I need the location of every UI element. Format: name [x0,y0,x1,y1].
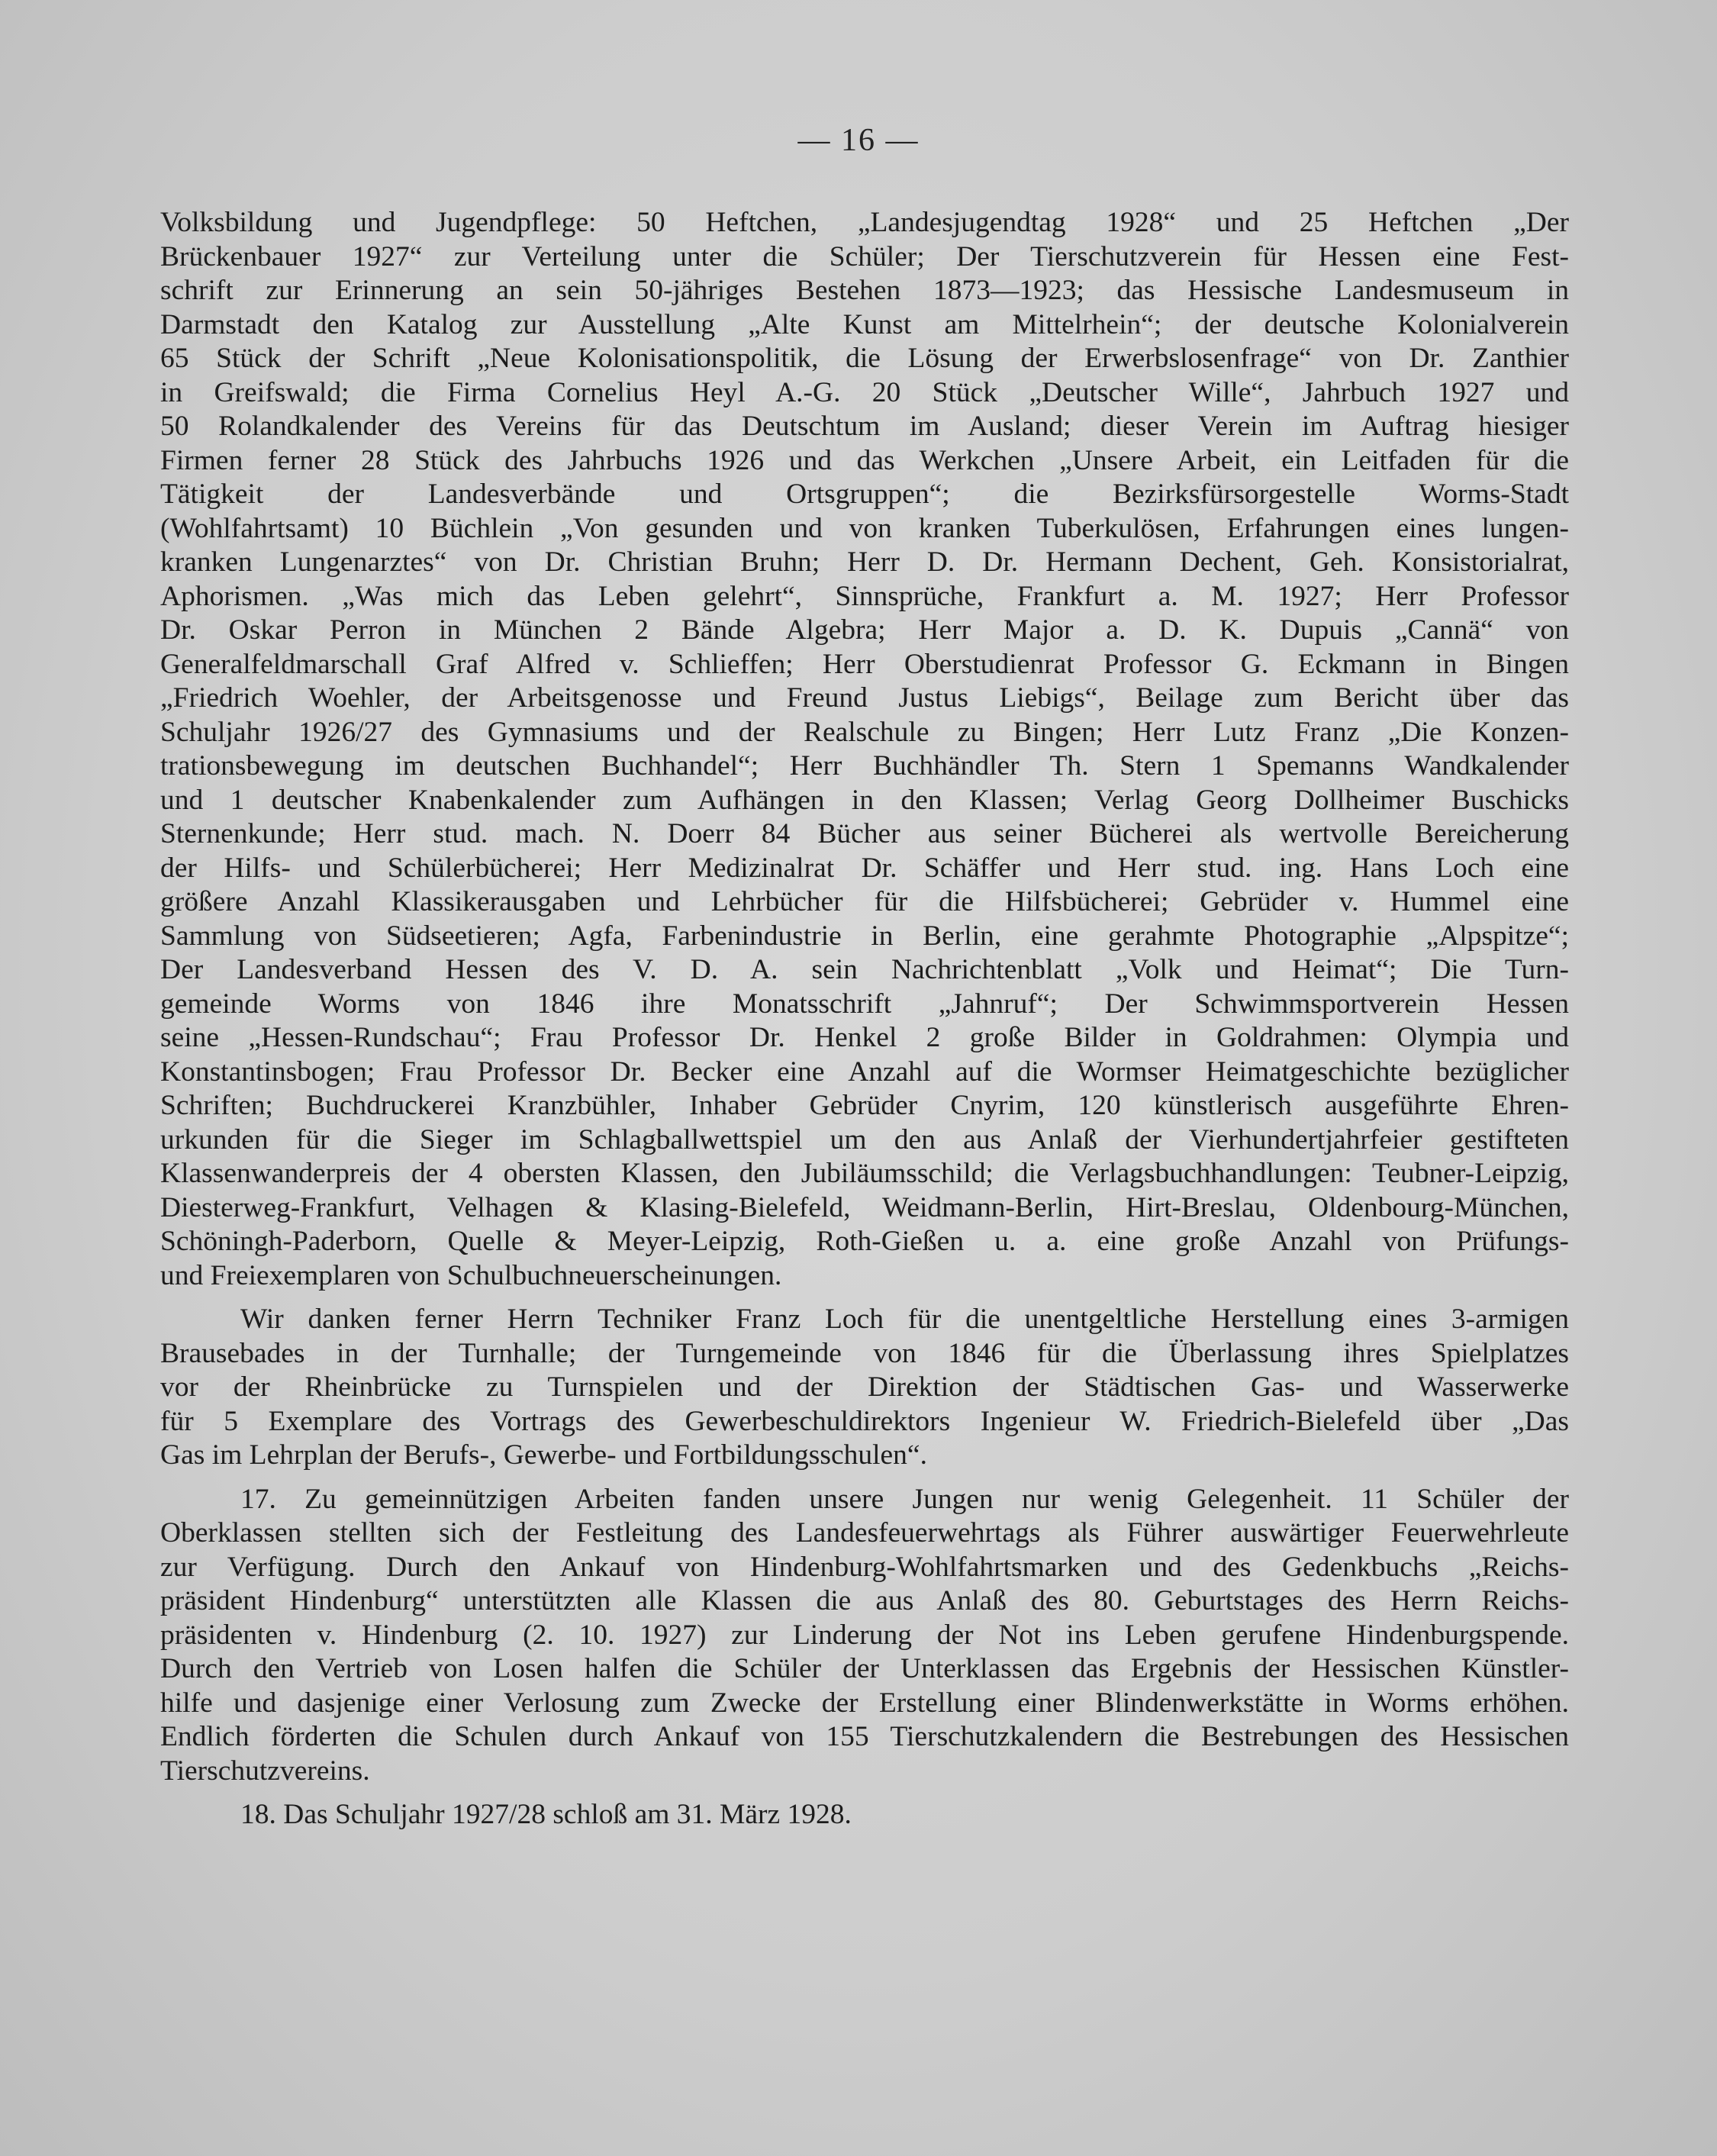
text-line: „Friedrich Woehler, der Arbeitsgenosse und Freund Justus Liebigs“, Beilage zum Bericht über das [160,682,1569,714]
text-line: präsident Hindenburg“ unterstützten alle Klassen die aus Anlaß des 80. Geburtstages des Herrn Reichs- [160,1585,1569,1616]
text-line: der Hilfs- und Schülerbücherei; Herr Medizinalrat Dr. Schäffer und Herr stud. ing. Hans Loch eine [160,852,1569,884]
text-line: Firmen ferner 28 Stück des Jahrbuchs 1926 und das Werkchen „Unsere Arbeit, ein Leitfaden für die [160,444,1569,476]
text-line: und Freiexemplaren von Schulbuchneuerscheinungen. [160,1259,782,1291]
text-line: Schöningh-Paderborn, Quelle & Meyer-Leipzig, Roth-Gießen u. a. eine große Anzahl von Prüfungs- [160,1226,1569,1257]
text-line: Tierschutzvereins. [160,1755,370,1787]
text-line: Dr. Oskar Perron in München 2 Bände Algebra; Herr Major a. D. K. Dupuis „Cannä“ von [160,614,1569,646]
text-line: Endlich förderten die Schulen durch Ankauf von 155 Tierschutzkalendern die Bestrebungen des Hessischen [160,1721,1569,1752]
paragraph-18 [160,1798,1569,1832]
text-line: gemeinde Worms von 1846 ihre Monatsschrift „Jahnruf“; Der Schwimmsportverein Hessen [160,988,1569,1020]
text-line: Sternenkunde; Herr stud. mach. N. Doerr 84 Bücher aus seiner Bücherei als wertvolle Bereicherung [160,818,1569,849]
text-line: Generalfeldmarschall Graf Alfred v. Schlieffen; Herr Oberstudienrat Professor G. Eckmann in Bingen [160,648,1569,680]
text-line: Konstantinsbogen; Frau Professor Dr. Becker eine Anzahl auf die Wormser Heimatgeschichte bezüglicher [160,1055,1569,1088]
body-text [160,206,1569,1832]
text-line: größere Anzahl Klassikerausgaben und Lehrbücher für die Hilfsbücherei; Gebrüder v. Hummel eine [160,886,1569,917]
text-line: (Wohlfahrtsamt) 10 Büchlein „Von gesunden und von kranken Tuberkulösen, Erfahrungen eines lungen- [160,512,1569,544]
text-line: für 5 Exemplare des Vortrags des Gewerbeschuldirektors Ingenieur W. Friedrich-Bielefeld über „Das [160,1405,1569,1437]
text-line: Wir danken ferner Herrn Techniker Franz Loch für die unentgeltliche Herstellung eines 3-armigen [240,1304,1569,1335]
text-line: vor der Rheinbrücke zu Turnspielen und der Direktion der Städtischen Gas- und Wasserwerke [160,1371,1569,1403]
text-line: urkunden für die Sieger im Schlagballwettspiel um den aus Anlaß der Vierhundertjahrfeier gestifteten [160,1123,1569,1155]
text-line: trationsbewegung im deutschen Buchhandel“; Herr Buchhändler Th. Stern 1 Spemanns Wandkalender [160,750,1569,782]
text-line: Durch den Vertrieb von Losen halfen die Schüler der Unterklassen das Ergebnis der Hessischen Künstler- [160,1653,1569,1684]
text-line: schrift zur Erinnerung an sein 50-jähriges Bestehen 1873—1923; das Hessische Landesmuseum in [160,275,1569,306]
text-line: 17. Zu gemeinnützigen Arbeiten fanden unsere Jungen nur wenig Gelegenheit. 11 Schüler der [240,1483,1569,1515]
text-line: Sammlung von Südseetieren; Agfa, Farbenindustrie in Berlin, eine gerahmte Photographie „Alpspitze“; [160,920,1569,952]
text-line: 65 Stück der Schrift „Neue Kolonisationspolitik, die Lösung der Erwerbslosenfrage“ von Dr. Zanthier [160,343,1569,374]
text-line: Schuljahr 1926/27 des Gymnasiums und der Realschule zu Bingen; Herr Lutz Franz „Die Konzen- [160,716,1569,748]
text-line: Der Landesverband Hessen des V. D. A. sein Nachrichtenblatt „Volk und Heimat“; Die Turn- [160,954,1569,985]
text-line: Brückenbauer 1927“ zur Verteilung unter die Schüler; Der Tierschutzverein für Hessen eine Fest- [160,240,1569,272]
text-line: seine „Hessen-Rundschau“; Frau Professor Dr. Henkel 2 große Bilder in Goldrahmen: Olympia und [160,1022,1569,1053]
paragraph-gap [160,1473,1569,1483]
text-line: Schriften; Buchdruckerei Kranzbühler, Inhaber Gebrüder Cnyrim, 120 künstlerisch ausgeführte Ehren- [160,1090,1569,1121]
text-line: Brausebades in der Turnhalle; der Turngemeinde von 1846 für die Überlassung ihres Spielplatzes [160,1337,1569,1369]
text-line: Diesterweg-Frankfurt, Velhagen & Klasing-Bielefeld, Weidmann-Berlin, Hirt-Breslau, Oldenbourg-München, [160,1191,1569,1223]
paragraph-thanks [160,1303,1569,1473]
text-line: kranken Lungenarztes“ von Dr. Christian Bruhn; Herr D. Dr. Hermann Dechent, Geh. Konsistorialrat, [160,546,1569,578]
text-line: Gas im Lehrplan der Berufs-, Gewerbe- und Fortbildungsschulen“. [160,1439,927,1471]
text-line: in Greifswald; die Firma Cornelius Heyl A.-G. 20 Stück „Deutscher Wille“, Jahrbuch 1927 und [160,376,1569,408]
paragraph-gap [160,1293,1569,1303]
text-line: Darmstadt den Katalog zur Ausstellung „Alte Kunst am Mittelrhein“; der deutsche Kolonialverein [160,308,1569,340]
text-line: hilfe und dasjenige einer Verlosung zum Zwecke der Erstellung einer Blindenwerkstätte in Worms erhöhen. [160,1687,1569,1719]
text-line: Volksbildung und Jugendpflege: 50 Heftchen, „Landesjugendtag 1928“ und 25 Heftchen „Der [160,207,1569,238]
text-line: 50 Rolandkalender des Vereins für das Deutschtum im Ausland; dieser Verein im Auftrag hiesiger [160,411,1569,442]
text-line: Klassenwanderpreis der 4 obersten Klassen, den Jubiläumsschild; die Verlagsbuchhandlungen: Teubner-Leipzig, [160,1158,1569,1189]
text-line: zur Verfügung. Durch den Ankauf von Hindenburg-Wohlfahrtsmarken und des Gedenkbuchs „Reichs- [160,1551,1569,1583]
text-line: präsidenten v. Hindenburg (2. 10. 1927) zur Linderung der Not ins Leben gerufene Hindenburgspende. [160,1619,1569,1651]
paragraph-donations [160,206,1569,1293]
paragraph-17 [160,1483,1569,1789]
text-line: 18. Das Schuljahr 1927/28 schloß am 31. März 1928. [240,1799,852,1830]
text-line: und 1 deutscher Knabenkalender zum Aufhängen in den Klassen; Verlag Georg Dollheimer Buschicks [160,784,1569,816]
text-line: Oberklassen stellten sich der Festleitung des Landesfeuerwehrtags als Führer auswärtiger Feuerwehrleute [160,1517,1569,1549]
text-line: Aphorismen. „Was mich das Leben gelehrt“, Sinnsprüche, Frankfurt a. M. 1927; Herr Professor [160,580,1569,612]
page-number: — 16 — [797,123,920,158]
text-line: Tätigkeit der Landesverbände und Ortsgruppen“; die Bezirksfürsorgestelle Worms-Stadt [160,479,1569,510]
paragraph-gap [160,1788,1569,1798]
